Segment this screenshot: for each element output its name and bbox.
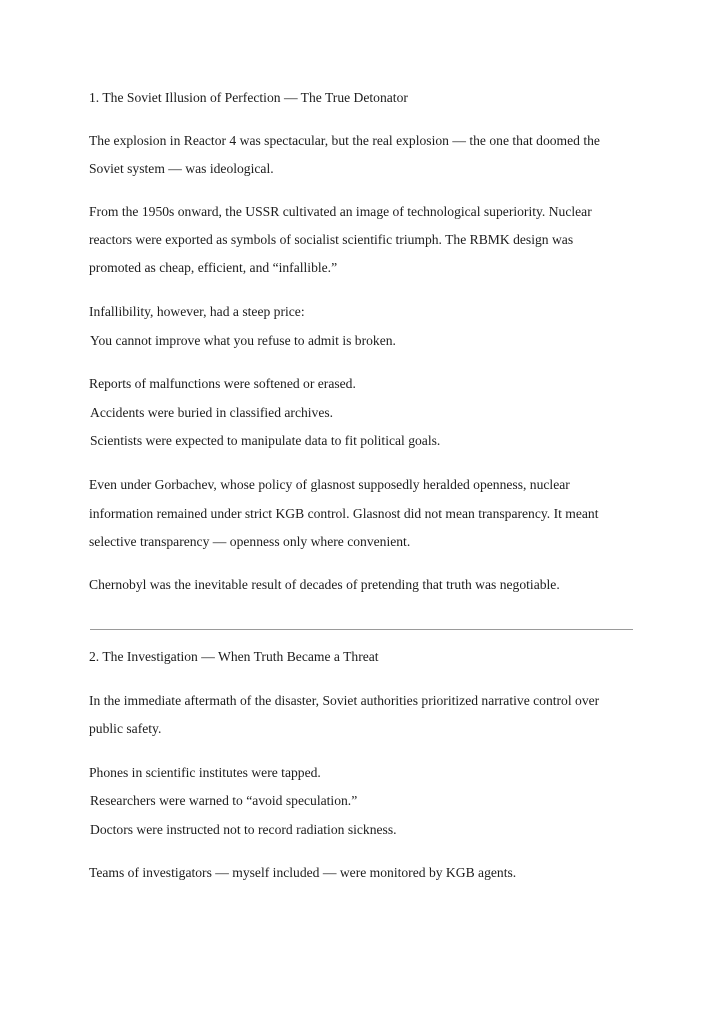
- section-1-paragraph-1-line-1: The explosion in Reactor 4 was spectacular, but the real explosion — the one that doomed the: [89, 133, 600, 148]
- section-2-paragraph-1-line-2: public safety.: [89, 721, 162, 736]
- section-1-heading: 1. The Soviet Illusion of Perfection — The True Detonator: [89, 90, 408, 105]
- section-2-paragraph-3: Teams of investigators — myself included — were monitored by KGB agents.: [89, 865, 517, 880]
- section-1-paragraph-4-line-2: Accidents were buried in classified archives.: [90, 405, 334, 420]
- section-1-paragraph-5-line-1: Even under Gorbachev, whose policy of glasnost supposedly heralded openness, nuclear: [89, 477, 570, 492]
- section-2-paragraph-1-line-1: In the immediate aftermath of the disaster, Soviet authorities prioritized narrative control over: [89, 693, 600, 708]
- section-divider: [90, 629, 633, 630]
- section-1-paragraph-3-line-1: Infallibility, however, had a steep price:: [89, 304, 305, 319]
- section-1-paragraph-1-line-2: Soviet system — was ideological.: [89, 161, 274, 176]
- section-1-paragraph-6: Chernobyl was the inevitable result of decades of pretending that truth was negotiable.: [89, 577, 560, 592]
- section-2-heading: 2. The Investigation — When Truth Became a Threat: [89, 649, 379, 664]
- section-1-paragraph-2-line-2: reactors were exported as symbols of socialist scientific triumph. The RBMK design was: [89, 232, 574, 247]
- section-1-paragraph-4-line-3: Scientists were expected to manipulate data to fit political goals.: [90, 433, 441, 448]
- section-2-paragraph-2-line-1: Phones in scientific institutes were tapped.: [89, 765, 321, 780]
- section-1-paragraph-2-line-1: From the 1950s onward, the USSR cultivated an image of technological superiority. Nuclear: [89, 204, 592, 219]
- section-1-paragraph-5-line-3: selective transparency — openness only where convenient.: [89, 534, 411, 549]
- section-1-paragraph-4-line-1: Reports of malfunctions were softened or erased.: [89, 376, 356, 391]
- section-1-paragraph-2-line-3: promoted as cheap, efficient, and “infallible.”: [89, 260, 338, 275]
- section-2-paragraph-2-line-3: Doctors were instructed not to record radiation sickness.: [90, 822, 397, 837]
- section-1-paragraph-5-line-2: information remained under strict KGB control. Glasnost did not mean transparency. It meant: [89, 506, 599, 521]
- section-2-paragraph-2-line-2: Researchers were warned to “avoid speculation.”: [90, 793, 358, 808]
- section-1-paragraph-3-line-2: You cannot improve what you refuse to admit is broken.: [90, 333, 396, 348]
